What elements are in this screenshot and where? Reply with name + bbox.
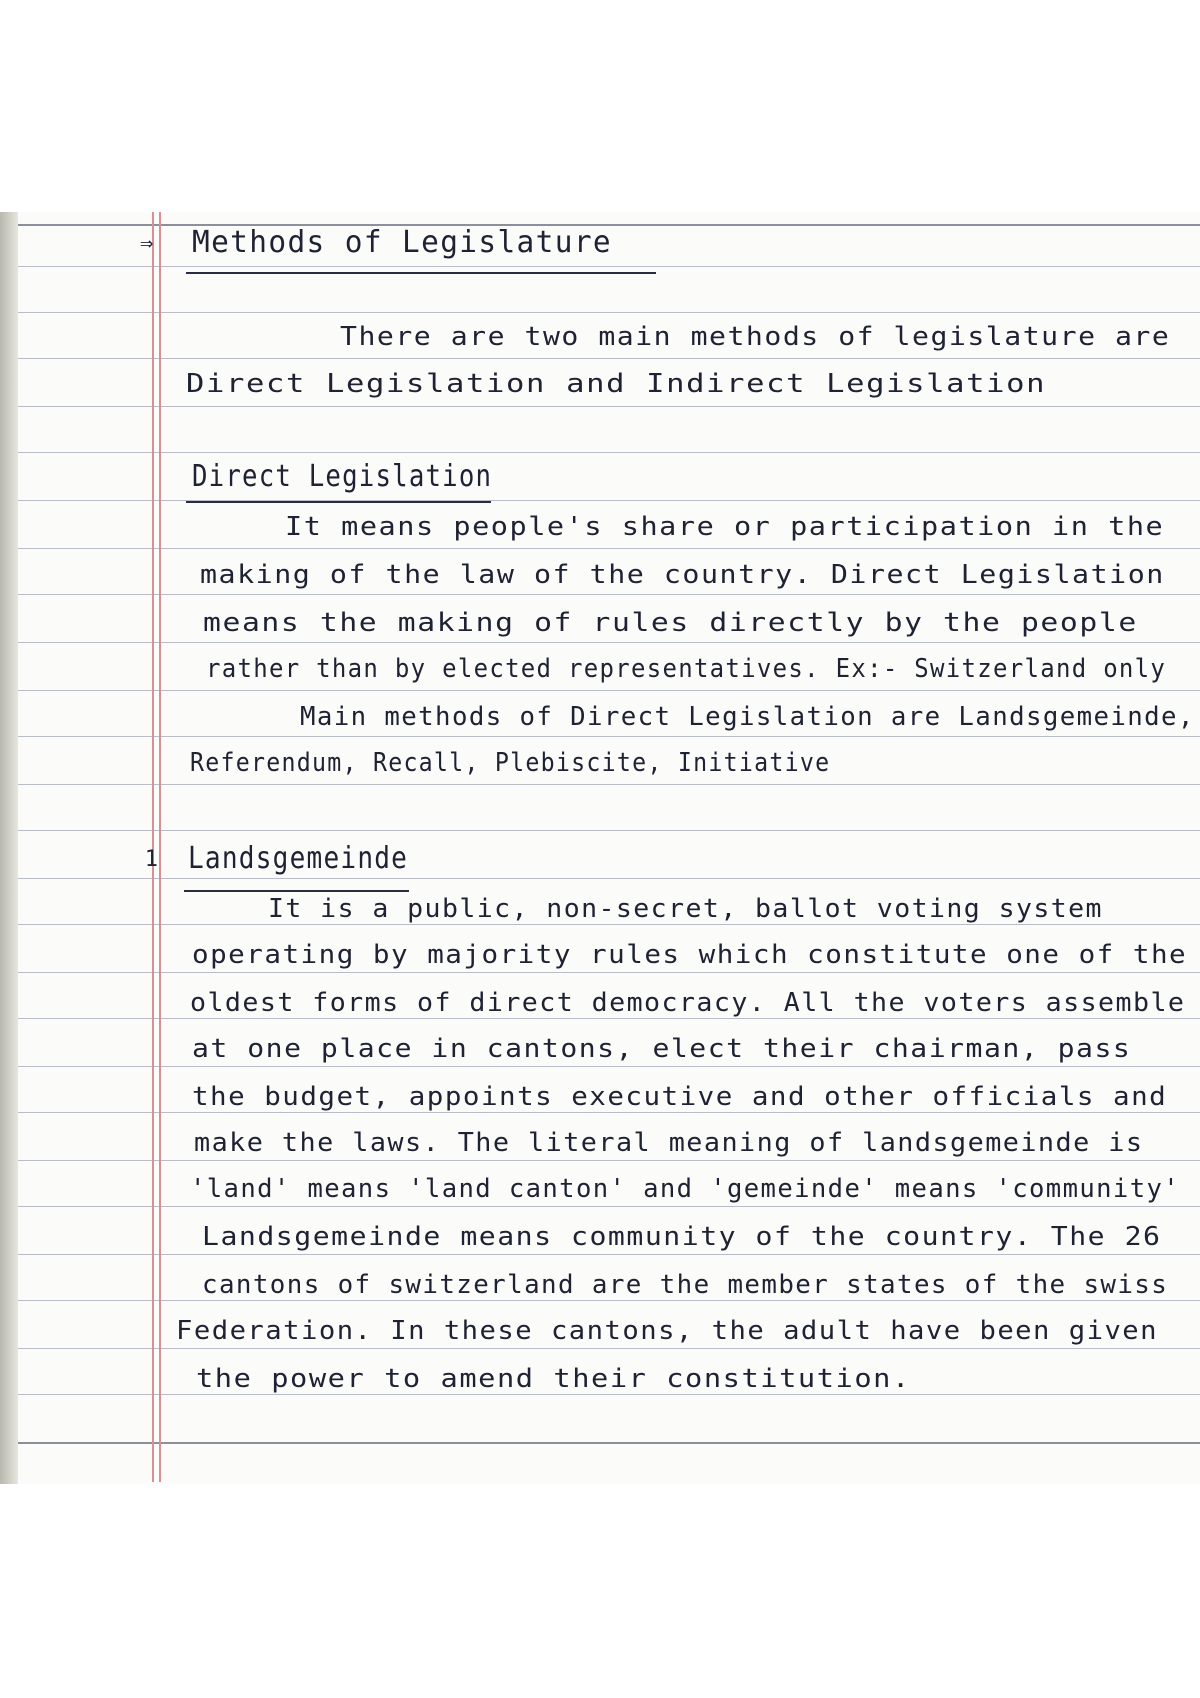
paragraph-line: making of the law of the country. Direct Legislation — [200, 560, 1165, 590]
landsgemeinde-line — [0, 890, 1200, 930]
direct-heading-row — [0, 460, 1200, 500]
direct-line — [0, 650, 1200, 690]
ruled-line — [18, 266, 1200, 267]
landsgemeinde-line — [0, 1078, 1200, 1118]
direct-line — [0, 744, 1200, 784]
landsgemeinde-line — [0, 1030, 1200, 1070]
section-heading-direct-legislation: Direct Legislation — [192, 459, 493, 494]
landsgemeinde-heading-row — [0, 842, 1200, 882]
paragraph-line: oldest forms of direct democracy. All the voters assemble — [190, 988, 1186, 1018]
paragraph-line: the power to amend their constitution. — [196, 1364, 911, 1394]
landsgemeinde-line — [0, 1124, 1200, 1164]
paragraph-line: Landsgemeinde means community of the country. The 26 — [202, 1222, 1162, 1252]
ruled-line — [18, 548, 1200, 549]
ruled-line — [18, 358, 1200, 359]
section-heading-landsgemeinde: Landsgemeinde — [188, 841, 409, 876]
page-title: Methods of Legislature — [192, 225, 613, 260]
landsgemeinde-line — [0, 1170, 1200, 1210]
section-number: 1 — [144, 847, 158, 872]
intro-line-2 — [0, 365, 1200, 405]
direct-line — [0, 508, 1200, 548]
paragraph-line: Main methods of Direct Legislation are Landsgemeinde, — [300, 702, 1195, 732]
paragraph-line: the budget, appoints executive and other officials and — [192, 1082, 1168, 1112]
paragraph-line: Federation. In these cantons, the adult have been given — [176, 1316, 1159, 1346]
intro-line-1 — [0, 318, 1200, 358]
landsgemeinde-line — [0, 984, 1200, 1024]
intro-text: There are two main methods of legislature are — [340, 322, 1171, 352]
paragraph-line: means the making of rules directly by the people — [203, 608, 1138, 638]
paragraph-line: 'land' means 'land canton' and 'gemeinde' means 'community' — [190, 1174, 1181, 1204]
ruled-line — [18, 312, 1200, 313]
paragraph-line: operating by majority rules which constitute one of the — [192, 940, 1188, 970]
landsgemeinde-line — [0, 1266, 1200, 1306]
direct-line — [0, 556, 1200, 596]
ruled-line — [18, 406, 1200, 407]
paragraph-line: make the laws. The literal meaning of landsgemeinde is — [194, 1128, 1144, 1158]
ruled-line — [18, 690, 1200, 691]
paragraph-line: It is a public, non-secret, ballot voting system — [268, 894, 1103, 924]
direct-heading-underline — [186, 501, 491, 503]
ruled-line — [18, 784, 1200, 785]
paragraph-line: at one place in cantons, elect their chairman, pass — [192, 1034, 1132, 1064]
title-row — [0, 226, 1200, 266]
landsgemeinde-line — [0, 1218, 1200, 1258]
ruled-line — [18, 452, 1200, 453]
paragraph-line: It means people's share or participation in the — [285, 512, 1165, 542]
arrow-marker-icon: ⇒ — [140, 231, 154, 256]
direct-line — [0, 698, 1200, 738]
landsgemeinde-line — [0, 936, 1200, 976]
landsgemeinde-line — [0, 1312, 1200, 1352]
title-underline — [186, 272, 656, 274]
paragraph-line: Referendum, Recall, Plebiscite, Initiative — [190, 748, 831, 778]
ruled-line — [18, 830, 1200, 831]
paragraph-line: cantons of switzerland are the member states of the swiss — [202, 1270, 1169, 1300]
direct-line — [0, 604, 1200, 644]
paragraph-line: rather than by elected representatives. Ex:- Switzerland only — [206, 654, 1167, 684]
intro-text: Direct Legislation and Indirect Legislation — [186, 369, 1047, 399]
landsgemeinde-line — [0, 1360, 1200, 1400]
ruled-line — [18, 1442, 1200, 1444]
